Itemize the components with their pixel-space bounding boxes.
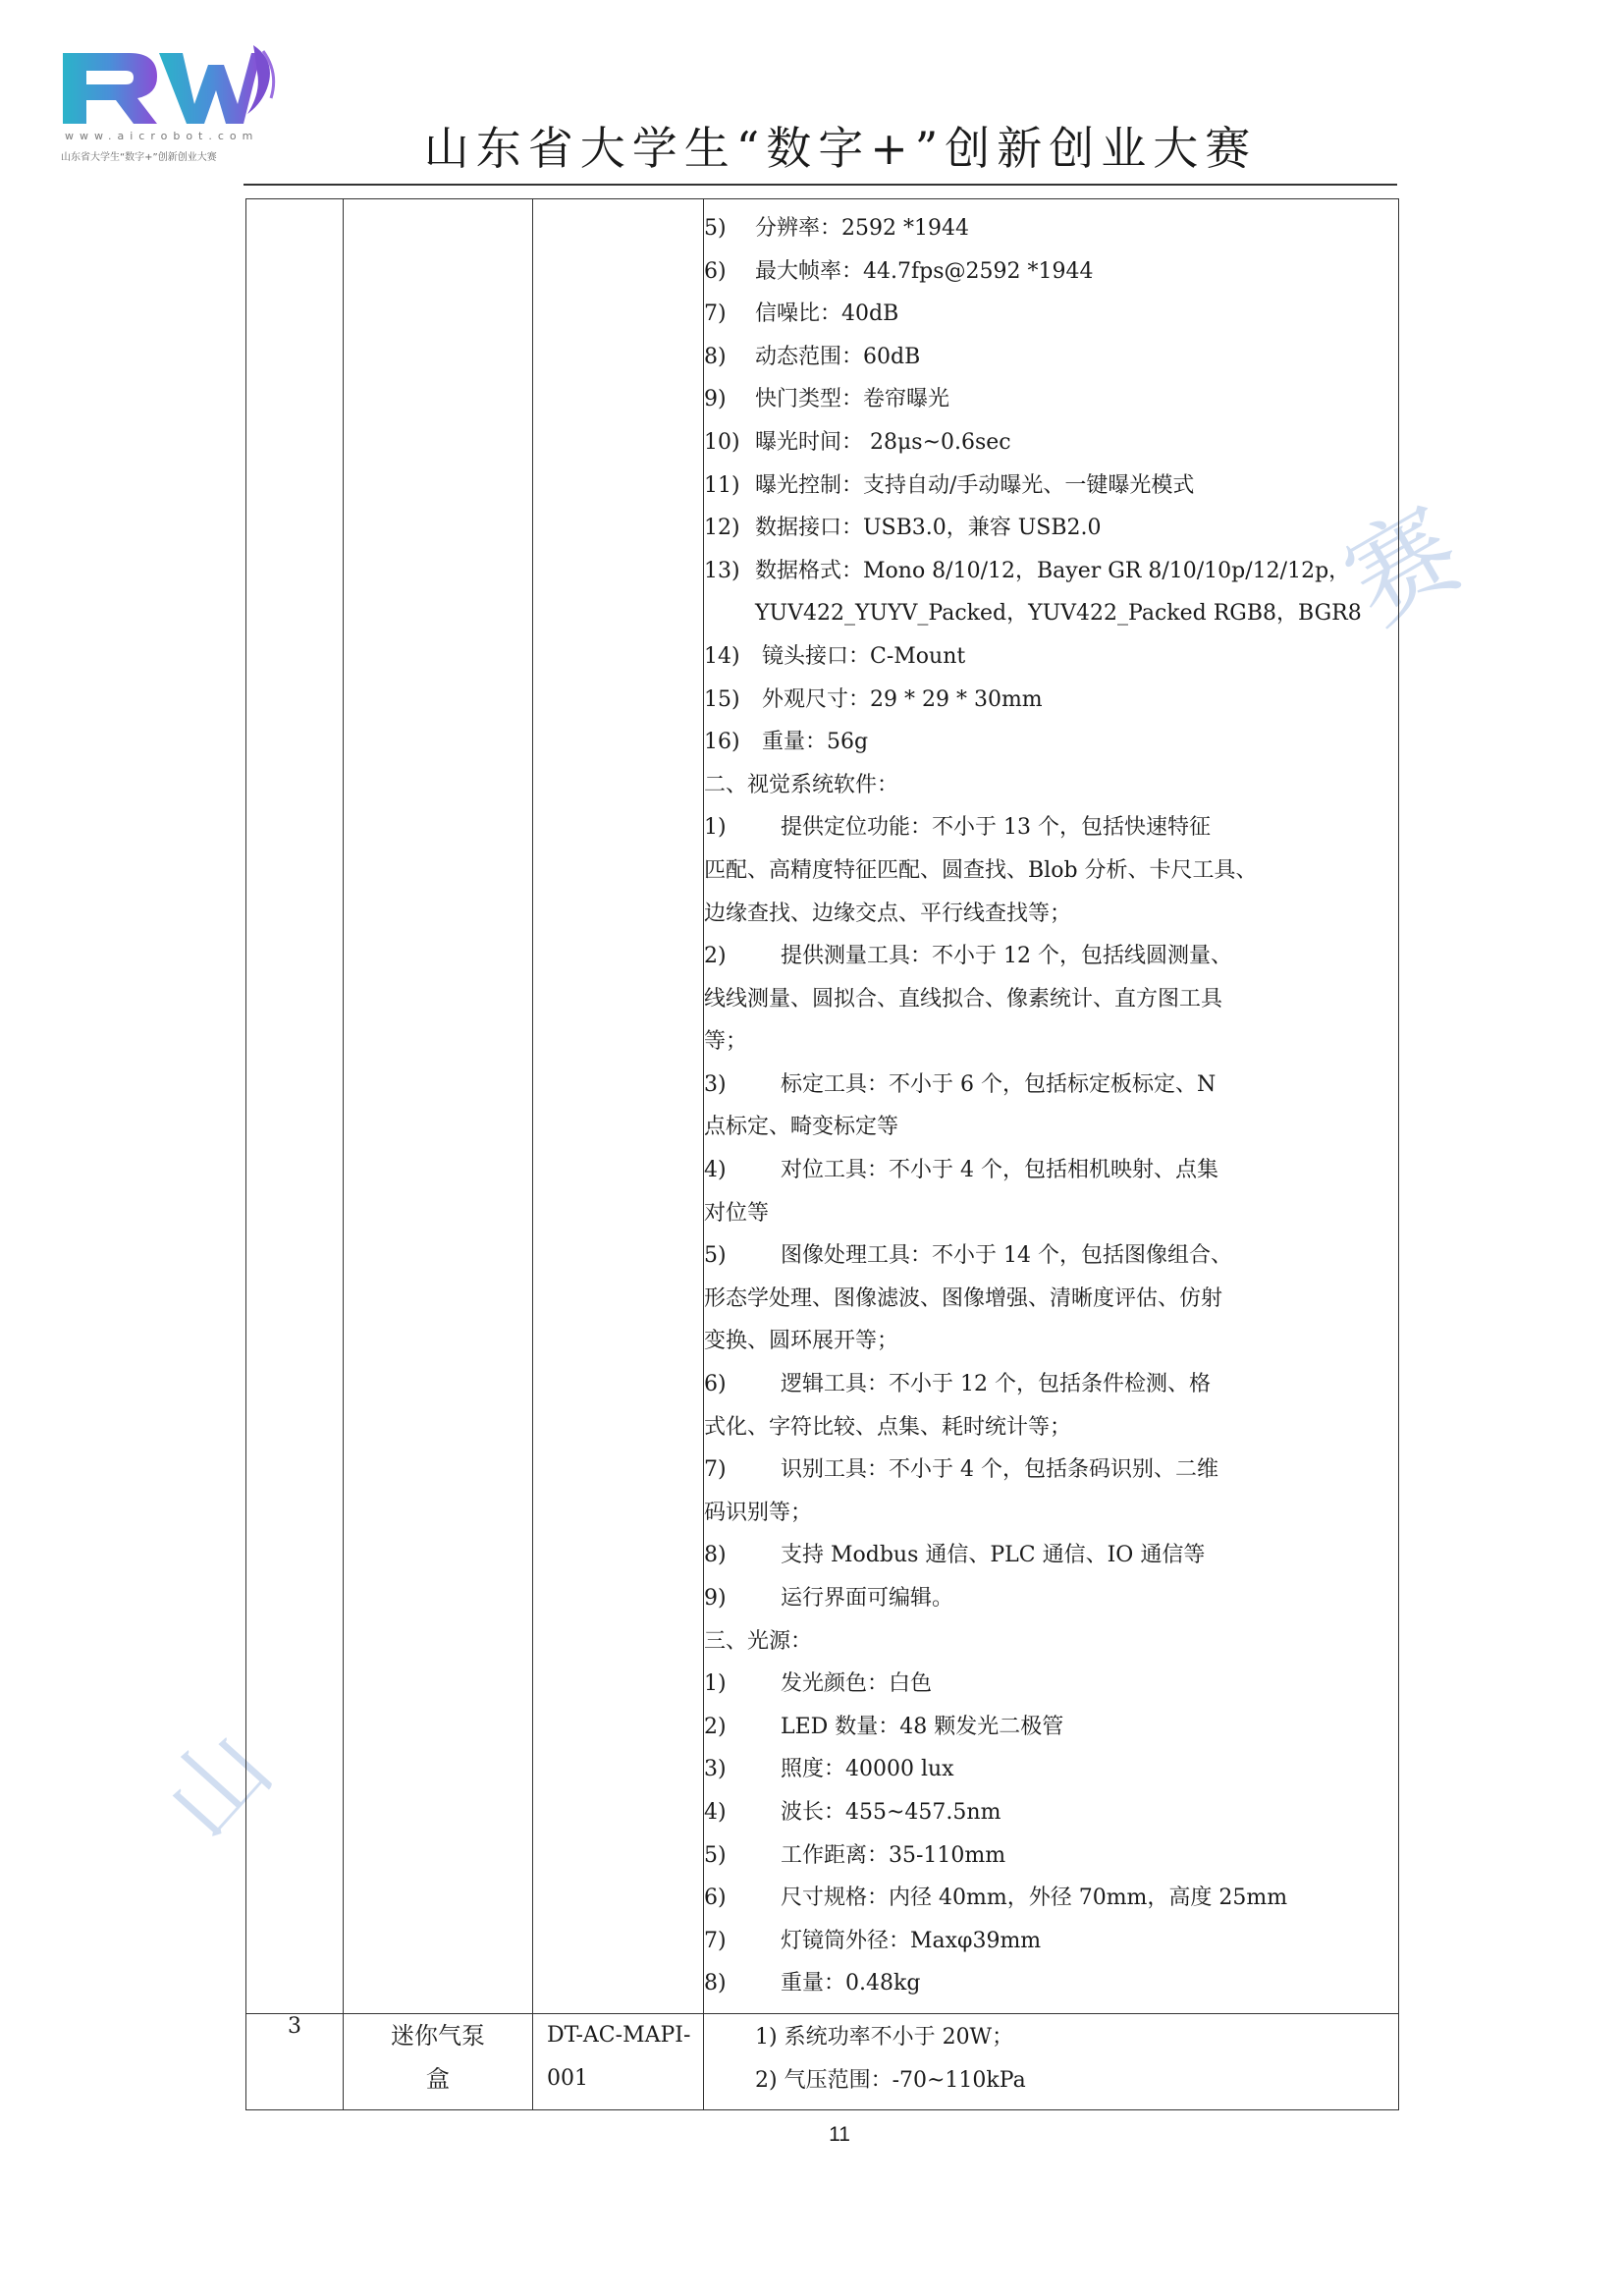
camera-spec-line	[704, 207, 1386, 250]
item-number: 13)	[704, 558, 740, 583]
camera-spec-line	[704, 592, 1386, 635]
item-text: 提供测量工具：不小于 12 个，包括线圆测量、	[781, 944, 1232, 969]
index-cell	[246, 199, 344, 2014]
software-spec-line	[704, 1064, 1386, 1107]
item-number: 8)	[704, 344, 727, 369]
logo-caption: 山东省大学生“数字+”创新创业大赛	[61, 152, 217, 163]
item-text: 曝光时间： 28μs~0.6sec	[755, 429, 1011, 455]
item-number: 7)	[704, 1457, 727, 1483]
software-spec-continuation: 码识别等；	[704, 1500, 813, 1525]
item-text: 灯镜筒外径：Maxφ39mm	[781, 1928, 1042, 1953]
item-number: 5)	[704, 1842, 727, 1868]
row3-model-line: 001	[547, 2065, 588, 2091]
item-number: 4)	[704, 1158, 727, 1183]
item-number: 16)	[704, 730, 740, 755]
camera-spec-line	[704, 507, 1386, 550]
name-cell	[344, 199, 533, 2014]
light-spec-line	[704, 1663, 1386, 1706]
item-text: 曝光控制：支持自动/手动曝光、一键曝光模式	[755, 472, 1195, 498]
row3-spec-line: 2) 气压范围：-70~110kPa	[755, 2067, 1026, 2093]
item-number: 7)	[704, 1928, 727, 1953]
spec-lines	[704, 207, 1386, 2005]
item-text: 支持 Modbus 通信、PLC 通信、IO 通信等	[781, 1543, 1206, 1568]
software-spec-continuation: 对位等	[704, 1200, 770, 1226]
table-row	[246, 199, 1399, 2014]
item-number: 8)	[704, 1543, 727, 1568]
software-spec-continuation: 边缘查找、边缘交点、平行线查找等；	[704, 901, 1072, 926]
camera-spec-line	[704, 465, 1386, 508]
document-title: 山东省大学生“数字+”创新创业大赛	[423, 122, 1258, 175]
row3-name-line: 迷你气泵	[391, 2021, 485, 2050]
camera-spec-line	[704, 550, 1386, 593]
item-text: 提供定位功能：不小于 13 个，包括快速特征	[781, 815, 1211, 841]
camera-spec-line	[704, 378, 1386, 421]
item-number: 5)	[704, 1243, 727, 1269]
table-row	[246, 2013, 1399, 2109]
row3-name-line: 盒	[426, 2064, 450, 2093]
item-text: 镜头接口：C-Mount	[755, 643, 966, 669]
item-number: 9)	[704, 1586, 727, 1611]
software-spec-continuation: 匹配、高精度特征匹配、圆查找、Blob 分析、卡尺工具、	[704, 857, 1258, 883]
item-number: 7)	[704, 301, 727, 327]
item-text: 分辨率：2592 *1944	[755, 216, 969, 241]
row3-model-line: DT-AC-MAPI-	[547, 2022, 691, 2048]
item-number: 1)	[704, 815, 727, 841]
software-spec-line	[704, 935, 1386, 978]
item-text: 尺寸规格：内径 40mm，外径 70mm，高度 25mm	[781, 1886, 1288, 1911]
light-spec-line	[704, 1920, 1386, 1963]
software-spec-continuation: 等；	[704, 1029, 748, 1055]
item-text: 照度：40000 lux	[781, 1757, 954, 1782]
logo-website: www.aicrobot.com	[65, 130, 259, 142]
item-text: 标定工具：不小于 6 个，包括标定板标定、N	[781, 1071, 1217, 1097]
item-text: 工作距离：35-110mm	[781, 1842, 1006, 1868]
light-spec-line	[704, 1706, 1386, 1749]
light-spec-line	[704, 1834, 1386, 1878]
camera-spec-line	[704, 336, 1386, 379]
item-number: 6)	[704, 258, 727, 284]
item-number: 6)	[704, 1372, 727, 1397]
item-number: 2)	[704, 1714, 727, 1739]
row3-model	[533, 2013, 704, 2109]
item-number: 9)	[704, 387, 727, 412]
item-number: 1)	[704, 1671, 727, 1697]
item-text: 信噪比：40dB	[755, 301, 899, 327]
software-spec-line	[704, 1577, 1386, 1620]
camera-spec-line	[704, 293, 1386, 336]
item-text: 运行界面可编辑。	[781, 1586, 954, 1611]
row3-spec-line: 1) 系统功率不小于 20W；	[755, 2024, 1014, 2050]
software-spec-continuation: 形态学处理、图像滤波、图像增强、清晰度评估、仿射	[704, 1285, 1223, 1311]
watermark-right: 赛	[1325, 484, 1483, 648]
item-text: 数据接口：USB3.0，兼容 USB2.0	[755, 516, 1102, 541]
row3-index: 3	[246, 2013, 344, 2109]
item-text: 重量：0.48kg	[781, 1971, 921, 1996]
item-number: 15)	[704, 686, 740, 712]
light-spec-line	[704, 1791, 1386, 1834]
model-cell	[533, 199, 704, 2014]
spec-table	[245, 198, 1399, 2110]
spec-cell	[704, 199, 1399, 2014]
item-text: 数据格式：Mono 8/10/12，Bayer GR 8/10/10p/12/12p，	[755, 558, 1351, 583]
item-text: 逻辑工具：不小于 12 个，包括条件检测、格	[781, 1372, 1211, 1397]
row3-specs	[704, 2013, 1399, 2109]
section-heading: 二、视觉系统软件：	[704, 772, 899, 797]
software-spec-line	[704, 1534, 1386, 1577]
item-text: 外观尺寸：29 * 29 * 30mm	[755, 686, 1043, 712]
item-number: 14)	[704, 643, 740, 669]
software-spec-line	[704, 1234, 1386, 1278]
software-spec-line	[704, 1449, 1386, 1492]
page-number: 11	[829, 2123, 850, 2146]
camera-spec-line	[704, 421, 1386, 465]
row3-name	[344, 2013, 533, 2109]
item-number: 5)	[704, 216, 727, 241]
item-text: 快门类型：卷帘曝光	[755, 387, 950, 412]
item-text: 发光颜色：白色	[781, 1671, 933, 1697]
item-number: 6)	[704, 1886, 727, 1911]
item-number: 12)	[704, 516, 740, 541]
light-spec-line	[704, 1962, 1386, 2005]
item-text: 识别工具：不小于 4 个，包括条码识别、二维	[781, 1457, 1218, 1483]
light-spec-line	[704, 1748, 1386, 1791]
camera-spec-line	[704, 635, 1386, 679]
item-number: 11)	[704, 472, 740, 498]
software-spec-line	[704, 806, 1386, 849]
camera-spec-line	[704, 721, 1386, 764]
item-text: 动态范围：60dB	[755, 344, 921, 369]
section-heading: 三、光源：	[704, 1628, 813, 1654]
watermark-left: 山	[141, 1710, 294, 1860]
software-spec-line	[704, 1363, 1386, 1406]
item-text: LED 数量：48 颗发光二极管	[781, 1714, 1064, 1739]
camera-spec-line	[704, 250, 1386, 294]
software-spec-continuation: 点标定、畸变标定等	[704, 1115, 899, 1140]
light-spec-line	[704, 1877, 1386, 1920]
item-text: 图像处理工具：不小于 14 个，包括图像组合、	[781, 1243, 1232, 1269]
item-number: 4)	[704, 1799, 727, 1825]
item-text: 波长：455~457.5nm	[781, 1799, 1001, 1825]
item-text: YUV422_YUYV_Packed，YUV422_Packed RGB8，BGR8	[755, 601, 1362, 627]
item-number: 8)	[704, 1971, 727, 1996]
software-spec-continuation: 变换、圆环展开等；	[704, 1329, 899, 1354]
software-spec-continuation: 线线测量、圆拟合、直线拟合、像素统计、直方图工具	[704, 986, 1223, 1011]
software-spec-line	[704, 1149, 1386, 1192]
item-number: 10)	[704, 429, 740, 455]
item-text: 对位工具：不小于 4 个，包括相机映射、点集	[781, 1158, 1218, 1183]
camera-spec-line	[704, 679, 1386, 722]
item-number: 3)	[704, 1757, 727, 1782]
header-rule	[243, 184, 1397, 186]
item-number: 2)	[704, 944, 727, 969]
item-text: 重量：56g	[755, 730, 869, 755]
item-text: 最大帧率：44.7fps@2592 *1944	[755, 258, 1094, 284]
software-spec-continuation: 式化、字符比较、点集、耗时统计等；	[704, 1414, 1072, 1440]
item-number: 3)	[704, 1071, 727, 1097]
